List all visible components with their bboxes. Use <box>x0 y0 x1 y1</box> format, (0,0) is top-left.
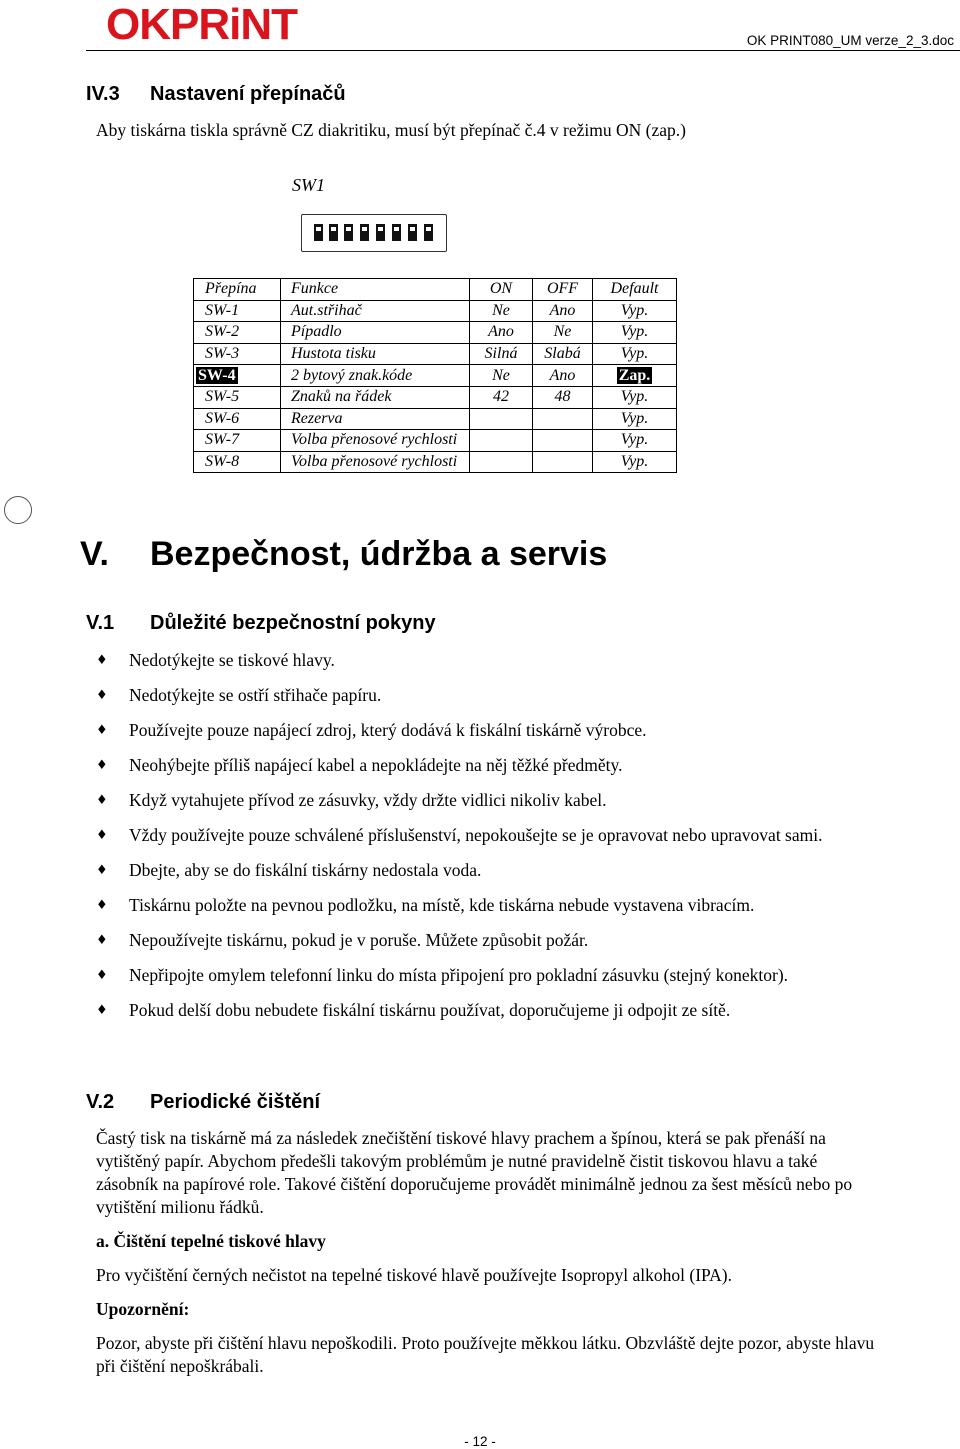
table-cell: SW-5 <box>194 386 281 408</box>
dip-switch-4 <box>360 224 369 241</box>
table-cell <box>470 408 533 430</box>
table-row <box>194 430 677 452</box>
diamond-bullet-icon: ♦ <box>96 898 108 913</box>
warning-paragraph <box>96 1332 874 1378</box>
header-cell: Přepína <box>194 279 281 301</box>
diamond-bullet-icon: ♦ <box>96 1003 108 1018</box>
diamond-bullet-icon: ♦ <box>96 688 108 703</box>
section-number: V.1 <box>86 612 115 634</box>
table-cell: 2 bytový znak.kóde <box>281 365 470 387</box>
table-cell: Vyp. <box>593 300 677 322</box>
table-cell: Hustota tisku <box>281 343 470 365</box>
header-cell: OFF <box>533 279 593 301</box>
dip-switch-2 <box>329 224 338 241</box>
section-number: V.2 <box>86 1091 115 1113</box>
dip-switch-7 <box>408 224 417 241</box>
table-row-highlighted <box>194 365 677 387</box>
dip-switch-6 <box>392 224 401 241</box>
paragraph-line: zásobník na papírové role. Takové čištění doporučujeme provádět minimálně jednou za šest měsíců nebo po <box>96 1174 853 1194</box>
table-cell: Pípadlo <box>281 322 470 344</box>
section-iv3-intro: Aby tiskárna tiskla správně CZ diakritiku, musí být přepínač č.4 v režimu ON (zap.) <box>96 120 686 140</box>
section-title: Nastavení přepínačů <box>150 83 346 105</box>
table-cell: Vyp. <box>593 430 677 452</box>
document-filename: OK PRINT080_UM verze_2_3.doc <box>746 33 954 48</box>
table-cell <box>533 451 593 473</box>
dip-switch-3 <box>344 224 353 241</box>
table-cell <box>470 430 533 452</box>
table-cell: Ne <box>533 322 593 344</box>
table-cell: SW-8 <box>194 451 281 473</box>
diamond-bullet-icon: ♦ <box>96 723 108 738</box>
highlighted-switch: SW-4 <box>198 366 236 384</box>
table-cell: Silná <box>470 343 533 365</box>
dip-switch-icon <box>301 214 447 252</box>
table-cell: Ano <box>470 322 533 344</box>
header-cell: ON <box>470 279 533 301</box>
table-cell: SW-2 <box>194 322 281 344</box>
table-cell: Ano <box>533 300 593 322</box>
margin-circle-icon <box>4 496 32 524</box>
page-number: - 12 - <box>464 1434 496 1449</box>
switch-settings-table <box>193 278 677 473</box>
table-cell <box>533 430 593 452</box>
header-cell: Default <box>593 279 677 301</box>
ipa-paragraph: Pro vyčištění černých nečistot na tepelné tiskové hlavě používejte Isopropyl alkohol (IPA). <box>96 1265 732 1285</box>
section-number: IV.3 <box>86 83 120 105</box>
dip-switch-1 <box>314 224 323 241</box>
table-cell: Volba přenosové rychlosti <box>281 430 470 452</box>
okprint-logo: OKPRiNT <box>106 0 297 49</box>
dip-switch-8 <box>424 224 433 241</box>
table-cell: SW-6 <box>194 408 281 430</box>
section-title: Důležité bezpečnostní pokyny <box>150 612 436 634</box>
warning-label: Upozornění: <box>96 1299 190 1319</box>
table-cell: Vyp. <box>593 386 677 408</box>
table-row <box>194 408 677 430</box>
table-cell: SW-3 <box>194 343 281 365</box>
table-cell: Ne <box>470 300 533 322</box>
table-row <box>194 451 677 473</box>
table-cell: Aut.střihač <box>281 300 470 322</box>
diamond-bullet-icon: ♦ <box>96 653 108 668</box>
table-row <box>194 343 677 365</box>
table-row <box>194 300 677 322</box>
table-cell: Vyp. <box>593 408 677 430</box>
cleaning-paragraph <box>96 1127 852 1219</box>
diamond-bullet-icon: ♦ <box>96 863 108 878</box>
table-cell: Vyp. <box>593 343 677 365</box>
paragraph-line: Častý tisk na tiskárně má za následek znečištění tiskové hlavy prachem a špínou, která se pak přenáší na <box>96 1128 826 1148</box>
diamond-bullet-icon: ♦ <box>96 933 108 948</box>
paragraph-line: vytištění milionu řádků. <box>96 1197 264 1217</box>
table-cell: Rezerva <box>281 408 470 430</box>
table-row <box>194 386 677 408</box>
table-cell: Vyp. <box>593 451 677 473</box>
table-cell: Ano <box>533 365 593 387</box>
cleaning-subheading: a. Čištění tepelné tiskové hlavy <box>96 1231 326 1251</box>
dip-switch-5 <box>376 224 385 241</box>
chapter-title: Bezpečnost, údržba a servis <box>150 535 608 573</box>
diamond-bullet-icon: ♦ <box>96 793 108 808</box>
table-row <box>194 322 677 344</box>
table-cell <box>194 365 281 387</box>
header-cell: Funkce <box>281 279 470 301</box>
chapter-number: V. <box>80 535 110 573</box>
table-cell: SW-7 <box>194 430 281 452</box>
table-cell: 48 <box>533 386 593 408</box>
diamond-bullet-icon: ♦ <box>96 828 108 843</box>
table-header-row <box>194 279 677 301</box>
switch-bank-label: SW1 <box>292 175 325 195</box>
paragraph-line: vytištěný papír. Abychom předešli takovým problémům je nutné pravidelně čistit tiskovou hlavu a také <box>96 1151 818 1171</box>
diamond-bullet-icon: ♦ <box>96 968 108 983</box>
table-cell <box>470 451 533 473</box>
table-cell: Vyp. <box>593 322 677 344</box>
table-cell: Volba přenosové rychlosti <box>281 451 470 473</box>
highlighted-default: Zap. <box>618 366 651 384</box>
paragraph-line: Pozor, abyste při čištění hlavu nepoškodili. Proto používejte měkkou látku. Obzvláště dejte pozor, abyste hlavu <box>96 1333 875 1353</box>
diamond-bullet-icon: ♦ <box>96 758 108 773</box>
table-cell: 42 <box>470 386 533 408</box>
section-title: Periodické čištění <box>150 1091 321 1113</box>
table-cell: SW-1 <box>194 300 281 322</box>
table-cell: Slabá <box>533 343 593 365</box>
table-cell <box>593 365 677 387</box>
table-cell <box>533 408 593 430</box>
paragraph-line: při čištění nepoškrábali. <box>96 1356 264 1376</box>
table-cell: Znaků na řádek <box>281 386 470 408</box>
table-cell: Ne <box>470 365 533 387</box>
header-rule <box>86 50 960 51</box>
